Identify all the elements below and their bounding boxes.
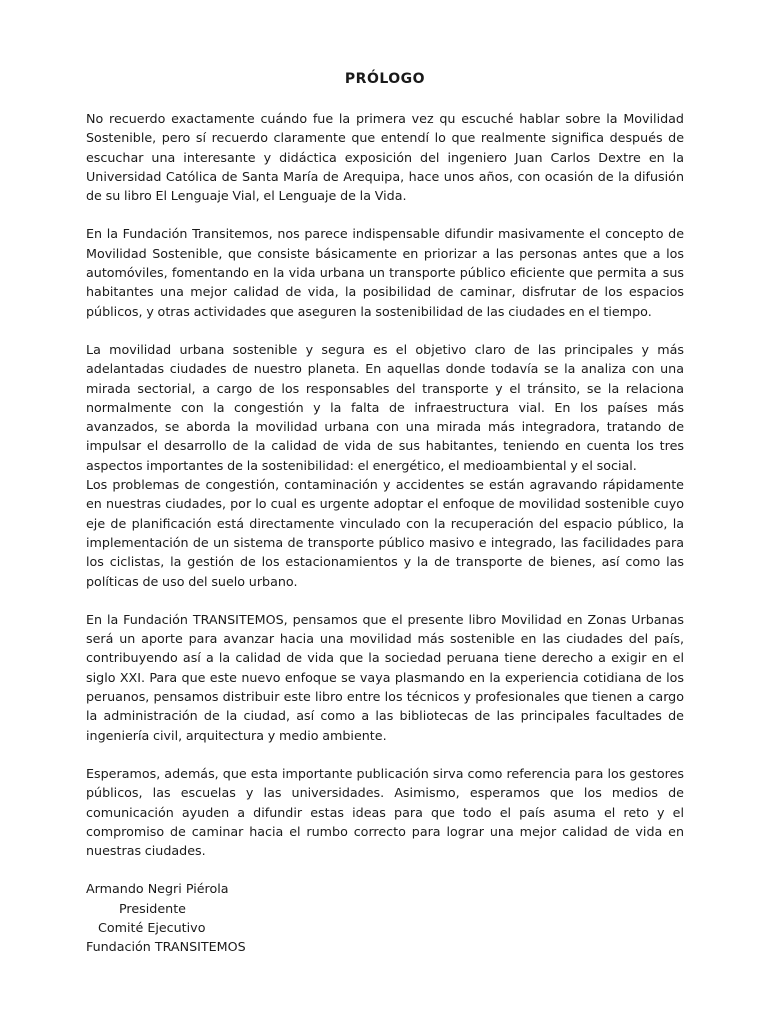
- paragraph-2: En la Fundación Transitemos, nos parece indispensable difundir masivamente el concepto de Movilidad Sostenible, que consiste básicamente en priorizar a las personas antes que a los automóviles, fomentando en la vida urbana un transporte público eficiente que permita a sus habitantes una mejor calidad de vida, la posibilidad de caminar, disfrutar de los espacios públicos, y otras actividades que aseguren la sostenibilidad de las ciudades en el tiempo.: [86, 226, 684, 319]
- signature-organization: Fundación TRANSITEMOS: [86, 939, 246, 955]
- signature-block: [86, 879, 684, 956]
- signature-role: Presidente: [119, 900, 186, 916]
- signature-name: Armando Negri Piérola: [86, 881, 229, 897]
- prologue-page: [86, 70, 684, 957]
- paragraph-5: En la Fundación TRANSITEMOS, pensamos que el presente libro Movilidad en Zonas Urbanas será un aporte para avanzar hacia una movilidad más sostenible en las ciudades del país, contribuyendo así a la calidad de vida que la sociedad peruana tiene derecho a exigir en el siglo XXI. Para que este nuevo enfoque se vaya plasmando en la experiencia cotidiana de los peruanos, pensamos distribuir este libro entre los técnicos y profesionales que tienen a cargo la administración de la ciudad, así como a las bibliotecas de las principales facultades de ingeniería civil, arquitectura y medio ambiente.: [86, 611, 684, 743]
- paragraph-4: Los problemas de congestión, contaminación y accidentes se están agravando rápidamente en nuestras ciudades, por lo cual es urgente adoptar el enfoque de movilidad sostenible cuyo eje de planificación está directamente vinculado con la recuperación del espacio público, la implementación de un sistema de transporte público masivo e integrado, las facilidades para los ciclistas, la gestión de los estacionamientos y la de transporte de bienes, así como las políticas de uso del suelo urbano.: [86, 477, 684, 589]
- paragraph-6: Esperamos, además, que esta importante publicación sirva como referencia para los gestores públicos, las escuelas y las universidades. Asimismo, esperamos que los medios de comunicación ayuden a difundir estas ideas para que todo el país asuma el reto y el compromiso de caminar hacia el rumbo correcto para lograr una mejor calidad de vida en nuestras ciudades.: [86, 765, 684, 859]
- page-title: PRÓLOGO: [344, 71, 426, 87]
- paragraph-1: No recuerdo exactamente cuándo fue la primera vez qu escuché hablar sobre la Movilidad Sostenible, pero sí recuerdo claramente que entendí lo que realmente significa después de escuchar una interesante y didáctica exposición del ingeniero Juan Carlos Dextre en la Universidad Católica de Santa María de Arequipa, hace unos años, con ocasión de la difusión de su libro El Lenguaje Vial, el Lenguaje de la Vida.: [86, 111, 684, 204]
- signature-committee: Comité Ejecutivo: [98, 919, 206, 935]
- paragraph-3: La movilidad urbana sostenible y segura es el objetivo claro de las principales y más adelantadas ciudades de nuestro planeta. En aquellas donde todavía se la analiza con una mirada sectorial, a cargo de los responsables del transporte y el tránsito, se la relaciona normalmente con la congestión y la falta de infraestructura vial. En los países más avanzados, se aborda la movilidad urbana con una mirada más integradora, tratando de impulsar el desarrollo de la calidad de vida de sus habitantes, teniendo en cuenta los tres aspectos importantes de la sostenibilidad: el energético, el medioambiental y el social.: [86, 341, 684, 473]
